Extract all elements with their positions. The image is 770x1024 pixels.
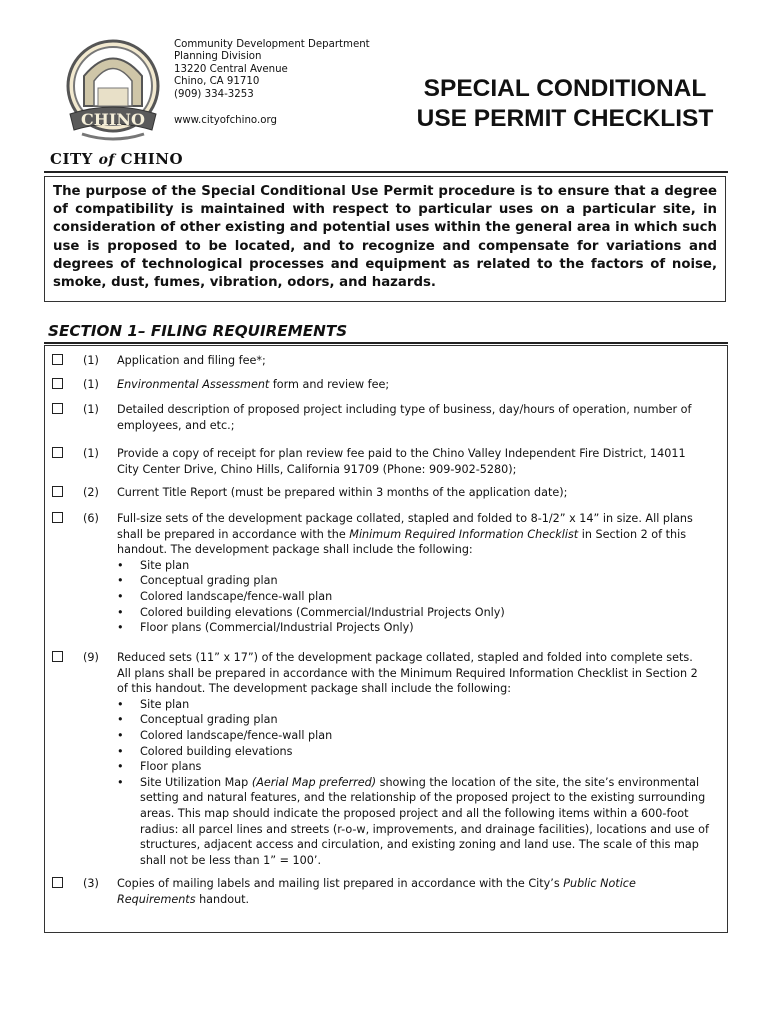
division-name: Planning Division xyxy=(174,51,262,63)
section-1-heading: SECTION 1– FILING REQUIREMENTS xyxy=(48,322,348,340)
bullet-item: • Conceptual grading plan xyxy=(117,573,709,589)
checkbox[interactable] xyxy=(52,512,63,523)
phone-number: (909) 334-3253 xyxy=(174,88,254,100)
bullet-item: • Colored building elevations (Commercial/Industrial Projects Only) xyxy=(117,605,709,621)
bullet-item: • Site plan xyxy=(117,697,709,713)
bullet-item: • Site Utilization Map (Aerial Map preferred) showing the location of the site, the site’s environmental setting and natural features, and the relationship of the proposed project to the existing surrounding areas. This map should indicate the proposed project and all the following items within a 600-foot radius: all parcel lines and streets (r-o-w, improvements, and drainage facilities), locations and use of structures, adjacent access and circulation, and existing zoning and land use. The scale of this map shall not be less than 1” = 100’. xyxy=(117,775,709,869)
checkbox[interactable] xyxy=(52,877,63,888)
title-line-2: USE PERMIT CHECKLIST xyxy=(416,105,714,132)
city-seal-logo xyxy=(62,36,164,146)
bullet-item: • Floor plans xyxy=(117,759,709,775)
checkbox[interactable] xyxy=(52,354,63,365)
title-line-1: SPECIAL CONDITIONAL xyxy=(423,75,707,102)
document-title xyxy=(400,74,730,134)
bullet-item: • Colored building elevations xyxy=(117,744,709,760)
bullet-item: • Colored landscape/fence-wall plan xyxy=(117,589,709,605)
street-address: 13220 Central Avenue xyxy=(174,63,288,75)
seal-text: CHINO xyxy=(81,110,145,129)
section-divider xyxy=(44,342,728,344)
city-state-zip: Chino, CA 91710 xyxy=(174,76,260,88)
header-divider xyxy=(44,171,728,173)
purpose-statement: The purpose of the Special Conditional Use Permit procedure is to ensure that a degree of compatibility is maintained with respect to particular uses on a particular site, in consideration of other existing and potential uses within the general area in which such use is proposed to be located, and to recognize and compensate for variations and degrees of technological processes and equipment as related to the factors of noise, smoke, dust, fumes, vibration, odors, and hazards. xyxy=(44,176,726,302)
bullet-item: • Floor plans (Commercial/Industrial Projects Only) xyxy=(117,620,709,636)
checkbox[interactable] xyxy=(52,486,63,497)
checkbox[interactable] xyxy=(52,651,63,662)
filing-requirements-list: (1) Application and filing fee*; (1) Environmental Assessment form and review fee; (1) Detailed description of proposed project including type of business, day/hours of operation, number of employees, and etc.; (1) Provide a copy of receipt for plan review fee paid to the Chino Valley Independent Fire District, 14011 City Center Drive, Chino Hills, California 91709 (Phone: 909-902-5280); (2) Current Title Report (must be prepared within 3 months of the application date); (6) Full-size sets of the development package collated, stapled and folded to 8-1/2” x 14” in size. All plans shall be prepared in accordance with the Minimum Required Information Checklist in Section 2 of this handout. The development package shall include the following: • Site plan • Conceptual grading plan • Colored landscape/fence-wall plan • Colored building elevations (Commercial/Industrial Projects Only) • Floor plans (Commercial/Industrial Projects Only) (9) Reduced sets (11” x 17”) of the development package collated, stapled and folded into complete sets. All plans shall be prepared in accordance with the Minimum Required Information Checklist in Section 2 of this handout. The development package shall include the following: • Site plan • Conceptual grading plan • Colored landscape/fence-wall plan • Colored building elevations • Floor plans • Site Utilization Map (Aerial Map preferred) showing the location of the site, the site’s environmental setting and natural features, and the relationship of the proposed project to the existing surrounding areas. This map should indicate the proposed project and all the following items within a 600-foot radius: all parcel lines and streets (r-o-w, improvements, and drainage facilities), locations and use of structures, adjacent access and circulation, and existing zoning and land use. The scale of this map shall not be less than 1” = 100’. (3) Copies of mailing labels and mailing list prepared in accordance with the City’s Public Notice Requirements handout. xyxy=(44,345,728,933)
checkbox[interactable] xyxy=(52,378,63,389)
city-name: CITY of CHINO xyxy=(50,150,184,168)
website-link[interactable]: www.cityofchino.org xyxy=(174,115,277,126)
checkbox[interactable] xyxy=(52,447,63,458)
department-name: Community Development Department xyxy=(174,39,370,50)
checkbox[interactable] xyxy=(52,403,63,414)
bullet-item: • Conceptual grading plan xyxy=(117,712,709,728)
bullet-item: • Colored landscape/fence-wall plan xyxy=(117,728,709,744)
department-address xyxy=(174,39,370,101)
bullet-item: • Site plan xyxy=(117,558,709,574)
